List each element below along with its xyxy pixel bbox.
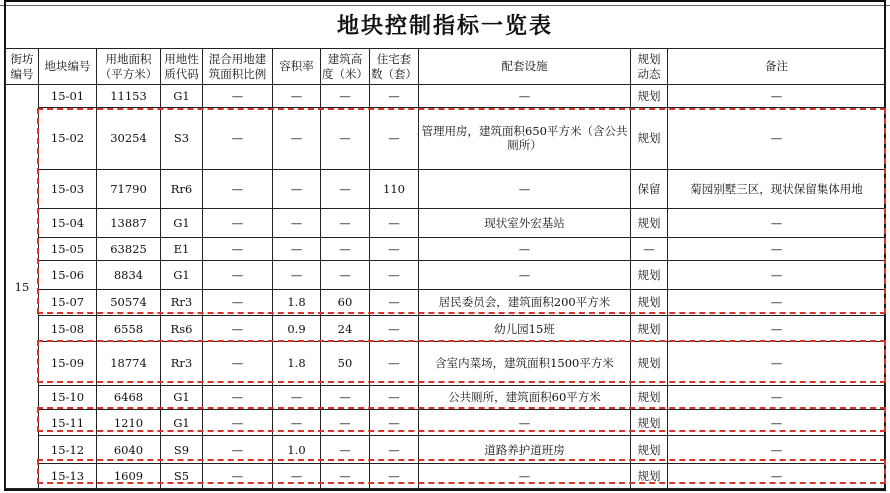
table-row (6, 316, 886, 342)
col-landuse: 用地性 质代码 (161, 49, 203, 85)
cell-code: G1 (161, 260, 203, 289)
col-parcel: 地块编号 (39, 49, 97, 85)
cell-far: — (273, 260, 321, 289)
cell-housing: — (370, 107, 419, 169)
cell-parcel: 15-02 (39, 107, 97, 169)
cell-status: 规划 (631, 385, 668, 410)
cell-code: G1 (161, 208, 203, 237)
cell-parcel: 15-03 (39, 169, 97, 208)
cell-far: — (273, 385, 321, 410)
cell-mix: — (203, 342, 273, 385)
cell-code: Rr6 (161, 169, 203, 208)
cell-mix: — (203, 410, 273, 436)
table-row (6, 289, 886, 316)
cell-housing: — (370, 85, 419, 108)
cell-code: G1 (161, 85, 203, 108)
cell-remarks: — (668, 316, 886, 342)
cell-area: 30254 (97, 107, 161, 169)
table-row (6, 436, 886, 464)
col-housing: 住宅套 数（套） (370, 49, 419, 85)
cell-parcel: 15-13 (39, 464, 97, 489)
cell-facilities: — (419, 260, 631, 289)
cell-parcel: 15-05 (39, 237, 97, 260)
cell-mix: — (203, 107, 273, 169)
cell-area: 6040 (97, 436, 161, 464)
cell-parcel: 15-09 (39, 342, 97, 385)
cell-mix: — (203, 208, 273, 237)
cell-facilities: — (419, 169, 631, 208)
cell-parcel: 15-06 (39, 260, 97, 289)
table-row (6, 169, 886, 208)
cell-status: — (631, 237, 668, 260)
cell-status: 规划 (631, 436, 668, 464)
cell-far: — (273, 107, 321, 169)
cell-area: 71790 (97, 169, 161, 208)
cell-area: 13887 (97, 208, 161, 237)
cell-far: — (273, 208, 321, 237)
cell-remarks: — (668, 237, 886, 260)
col-area: 用地面积 （平方米） (97, 49, 161, 85)
cell-code: Rs6 (161, 316, 203, 342)
cell-mix: — (203, 169, 273, 208)
table-row (6, 237, 886, 260)
cell-mix: — (203, 464, 273, 489)
cell-height: 24 (321, 316, 370, 342)
cell-parcel: 15-01 (39, 85, 97, 108)
cell-code: Rr3 (161, 342, 203, 385)
cell-parcel: 15-07 (39, 289, 97, 316)
cell-height: — (321, 260, 370, 289)
cell-parcel: 15-04 (39, 208, 97, 237)
cell-facilities: — (419, 85, 631, 108)
cell-housing: — (370, 342, 419, 385)
cell-height: — (321, 85, 370, 108)
cell-facilities: 道路养护道班房 (419, 436, 631, 464)
cell-remarks: — (668, 208, 886, 237)
table-row (6, 410, 886, 436)
cell-status: 保留 (631, 169, 668, 208)
cell-far: — (273, 464, 321, 489)
cell-mix: — (203, 289, 273, 316)
cell-code: G1 (161, 410, 203, 436)
col-mix: 混合用地建 筑面积比例 (203, 49, 273, 85)
cell-housing: 110 (370, 169, 419, 208)
col-status: 规划 动态 (631, 49, 668, 85)
cell-remarks: — (668, 436, 886, 464)
cell-remarks: — (668, 410, 886, 436)
cell-height: — (321, 169, 370, 208)
cell-facilities: 公共厕所，建筑面积60平方米 (419, 385, 631, 410)
table-row (6, 342, 886, 385)
col-height: 建筑高 度（米） (321, 49, 370, 85)
cell-area: 63825 (97, 237, 161, 260)
cell-code: S3 (161, 107, 203, 169)
header-row (6, 49, 886, 85)
cell-far: 0.9 (273, 316, 321, 342)
cell-far: 1.0 (273, 436, 321, 464)
cell-remarks: 菊园别墅三区，现状保留集体用地 (668, 169, 886, 208)
cell-housing: — (370, 436, 419, 464)
table-row (6, 107, 886, 169)
table-row (6, 208, 886, 237)
cell-facilities: — (419, 237, 631, 260)
cell-height: — (321, 464, 370, 489)
cell-facilities: 现状室外宏基站 (419, 208, 631, 237)
cell-facilities: 幼儿园15班 (419, 316, 631, 342)
cell-remarks: — (668, 464, 886, 489)
cell-height: — (321, 385, 370, 410)
cell-remarks: — (668, 385, 886, 410)
cell-housing: — (370, 410, 419, 436)
cell-far: — (273, 237, 321, 260)
cell-far: — (273, 85, 321, 108)
cell-status: 规划 (631, 208, 668, 237)
cell-housing: — (370, 385, 419, 410)
cell-housing: — (370, 237, 419, 260)
cell-housing: — (370, 316, 419, 342)
cell-status: 规划 (631, 85, 668, 108)
parcel-index-table (5, 48, 886, 489)
page-title: 地块控制指标一览表 (336, 14, 553, 39)
cell-housing: — (370, 464, 419, 489)
cell-code: Rr3 (161, 289, 203, 316)
cell-height: — (321, 410, 370, 436)
cell-status: 规划 (631, 260, 668, 289)
cell-housing: — (370, 260, 419, 289)
cell-code: E1 (161, 237, 203, 260)
cell-remarks: — (668, 342, 886, 385)
cell-parcel: 15-12 (39, 436, 97, 464)
cell-parcel: 15-08 (39, 316, 97, 342)
cell-status: 规划 (631, 410, 668, 436)
cell-area: 6468 (97, 385, 161, 410)
cell-area: 8834 (97, 260, 161, 289)
cell-mix: — (203, 260, 273, 289)
cell-code: S9 (161, 436, 203, 464)
cell-status: 规划 (631, 289, 668, 316)
cell-status: 规划 (631, 342, 668, 385)
cell-far: 1.8 (273, 289, 321, 316)
table-row (6, 464, 886, 489)
cell-mix: — (203, 316, 273, 342)
cell-parcel: 15-10 (39, 385, 97, 410)
col-far: 容积率 (273, 49, 321, 85)
cell-remarks: — (668, 260, 886, 289)
cell-facilities: — (419, 410, 631, 436)
cell-code: G1 (161, 385, 203, 410)
cell-facilities: 含室内菜场，建筑面积1500平方米 (419, 342, 631, 385)
cell-height: 50 (321, 342, 370, 385)
cell-far: 1.8 (273, 342, 321, 385)
cell-height: — (321, 237, 370, 260)
cell-area: 6558 (97, 316, 161, 342)
cell-height: — (321, 208, 370, 237)
cell-far: — (273, 410, 321, 436)
cell-housing: — (370, 289, 419, 316)
cell-facilities: 管理用房，建筑面积650平方米（含公共厕所） (419, 107, 631, 169)
col-facilities: 配套设施 (419, 49, 631, 85)
street-number-cell: 15 (6, 85, 39, 489)
cell-remarks: — (668, 289, 886, 316)
cell-code: S5 (161, 464, 203, 489)
cell-far: — (273, 169, 321, 208)
cell-height: — (321, 107, 370, 169)
cell-housing: — (370, 208, 419, 237)
cell-status: 规划 (631, 316, 668, 342)
cell-status: 规划 (631, 464, 668, 489)
cell-mix: — (203, 85, 273, 108)
col-remarks: 备注 (668, 49, 886, 85)
cell-mix: — (203, 436, 273, 464)
cell-mix: — (203, 385, 273, 410)
cell-mix: — (203, 237, 273, 260)
cell-remarks: — (668, 85, 886, 108)
cell-status: 规划 (631, 107, 668, 169)
cell-facilities: 居民委员会，建筑面积200平方米 (419, 289, 631, 316)
cell-remarks: — (668, 107, 886, 169)
cell-area: 18774 (97, 342, 161, 385)
cell-area: 1609 (97, 464, 161, 489)
cell-area: 50574 (97, 289, 161, 316)
cell-parcel: 15-11 (39, 410, 97, 436)
table-row (6, 260, 886, 289)
cell-facilities: — (419, 464, 631, 489)
table-row (6, 85, 886, 108)
cell-area: 1210 (97, 410, 161, 436)
cell-height: — (321, 436, 370, 464)
cell-height: 60 (321, 289, 370, 316)
col-street: 街坊 编号 (6, 49, 39, 85)
cell-area: 11153 (97, 85, 161, 108)
table-row (6, 385, 886, 410)
